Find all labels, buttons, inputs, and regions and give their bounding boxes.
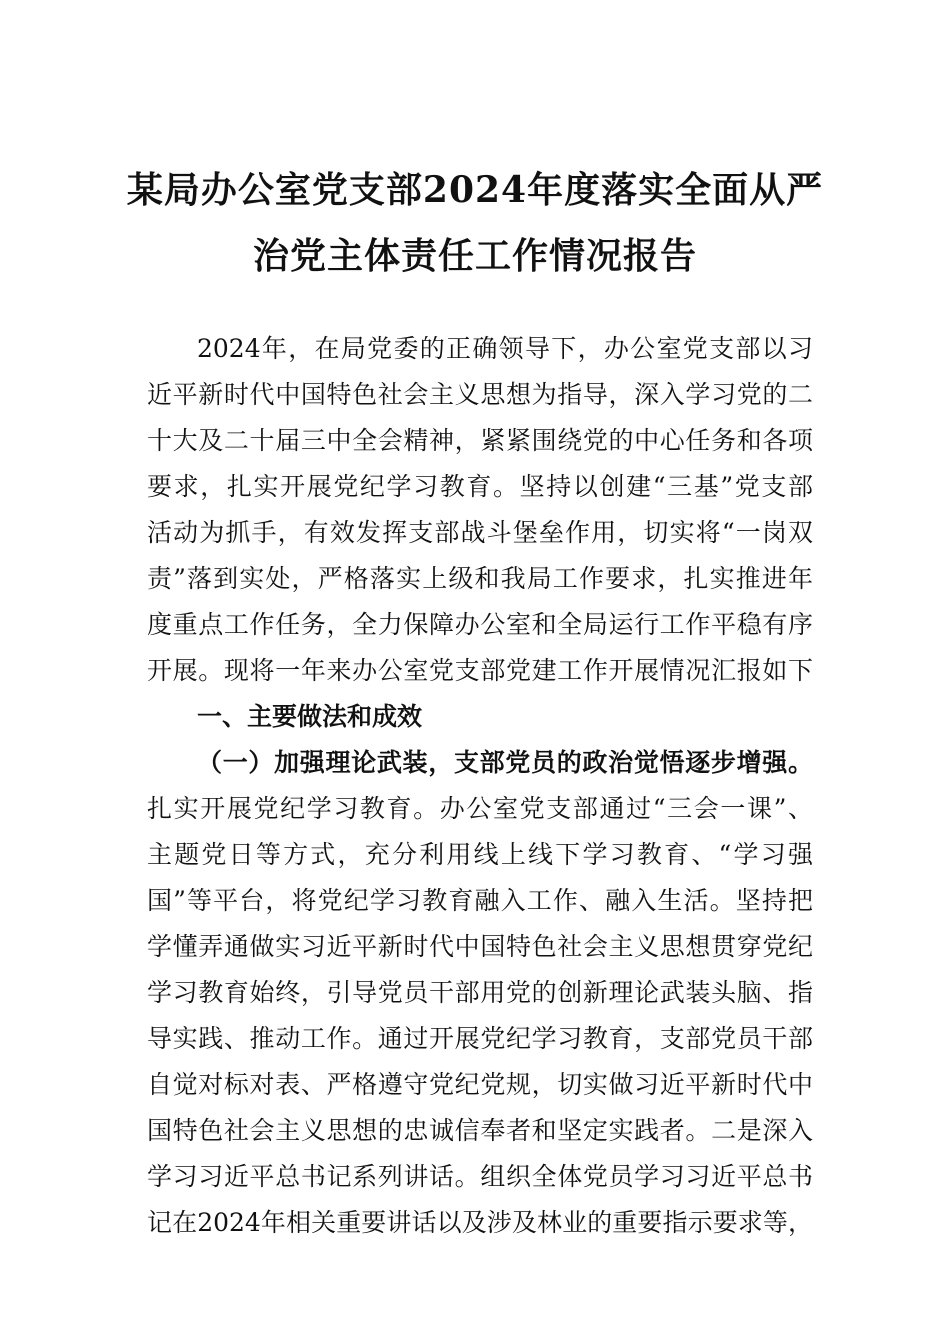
intro-paragraph-line: 近平新时代中国特色社会主义思想为指导，深入学习党的二 <box>147 380 813 409</box>
intro-paragraph-line: 责”落到实处，严格落实上级和我局工作要求，扎实推进年 <box>147 564 813 593</box>
document-title-line-1: 某局办公室党支部2024年度落实全面从严 <box>126 169 824 211</box>
body-paragraph-line: 学懂弄通做实习近平新时代中国特色社会主义思想贯穿党纪 <box>147 932 813 961</box>
body-paragraph-line: 学习教育始终，引导党员干部用党的创新理论武装头脑、指 <box>147 978 813 1007</box>
body-paragraph-line: 国特色社会主义思想的忠诚信奉者和坚定实践者。二是深入 <box>147 1116 813 1145</box>
section-heading: 一、主要做法和成效 <box>197 702 423 731</box>
body-paragraph-line: 导实践、推动工作。通过开展党纪学习教育，支部党员干部 <box>147 1024 813 1053</box>
intro-paragraph-line: 要求，扎实开展党纪学习教育。坚持以创建“三基”党支部 <box>147 472 813 501</box>
body-paragraph-line: 国”等平台，将党纪学习教育融入工作、融入生活。坚持把 <box>147 886 813 915</box>
document-title-line-2: 治党主体责任工作情况报告 <box>252 235 697 277</box>
subsection-heading: （一）加强理论武装，支部党员的政治觉悟逐步增强。 <box>197 748 813 777</box>
body-paragraph-line: 学习习近平总书记系列讲话。组织全体党员学习习近平总书 <box>147 1162 813 1191</box>
body-paragraph-line: 自觉对标对表、严格遵守党纪党规，切实做习近平新时代中 <box>147 1070 813 1099</box>
intro-paragraph-line: 2024年，在局党委的正确领导下，办公室党支部以习 <box>197 334 813 363</box>
intro-paragraph-line: 十大及二十届三中全会精神，紧紧围绕党的中心任务和各项 <box>147 426 813 455</box>
body-paragraph-line: 记在2024年相关重要讲话以及涉及林业的重要指示要求等， <box>147 1208 813 1237</box>
body-paragraph-line: 扎实开展党纪学习教育。办公室党支部通过“三会一课”、 <box>147 794 813 823</box>
intro-paragraph-line: 活动为抓手，有效发挥支部战斗堡垒作用，切实将“一岗双 <box>147 518 813 547</box>
body-paragraph-line: 主题党日等方式，充分利用线上线下学习教育、“学习强 <box>147 840 813 869</box>
intro-paragraph-line: 度重点工作任务，全力保障办公室和全局运行工作平稳有序 <box>147 610 813 639</box>
intro-paragraph-line: 开展。现将一年来办公室党支部党建工作开展情况汇报如下 <box>147 656 813 685</box>
